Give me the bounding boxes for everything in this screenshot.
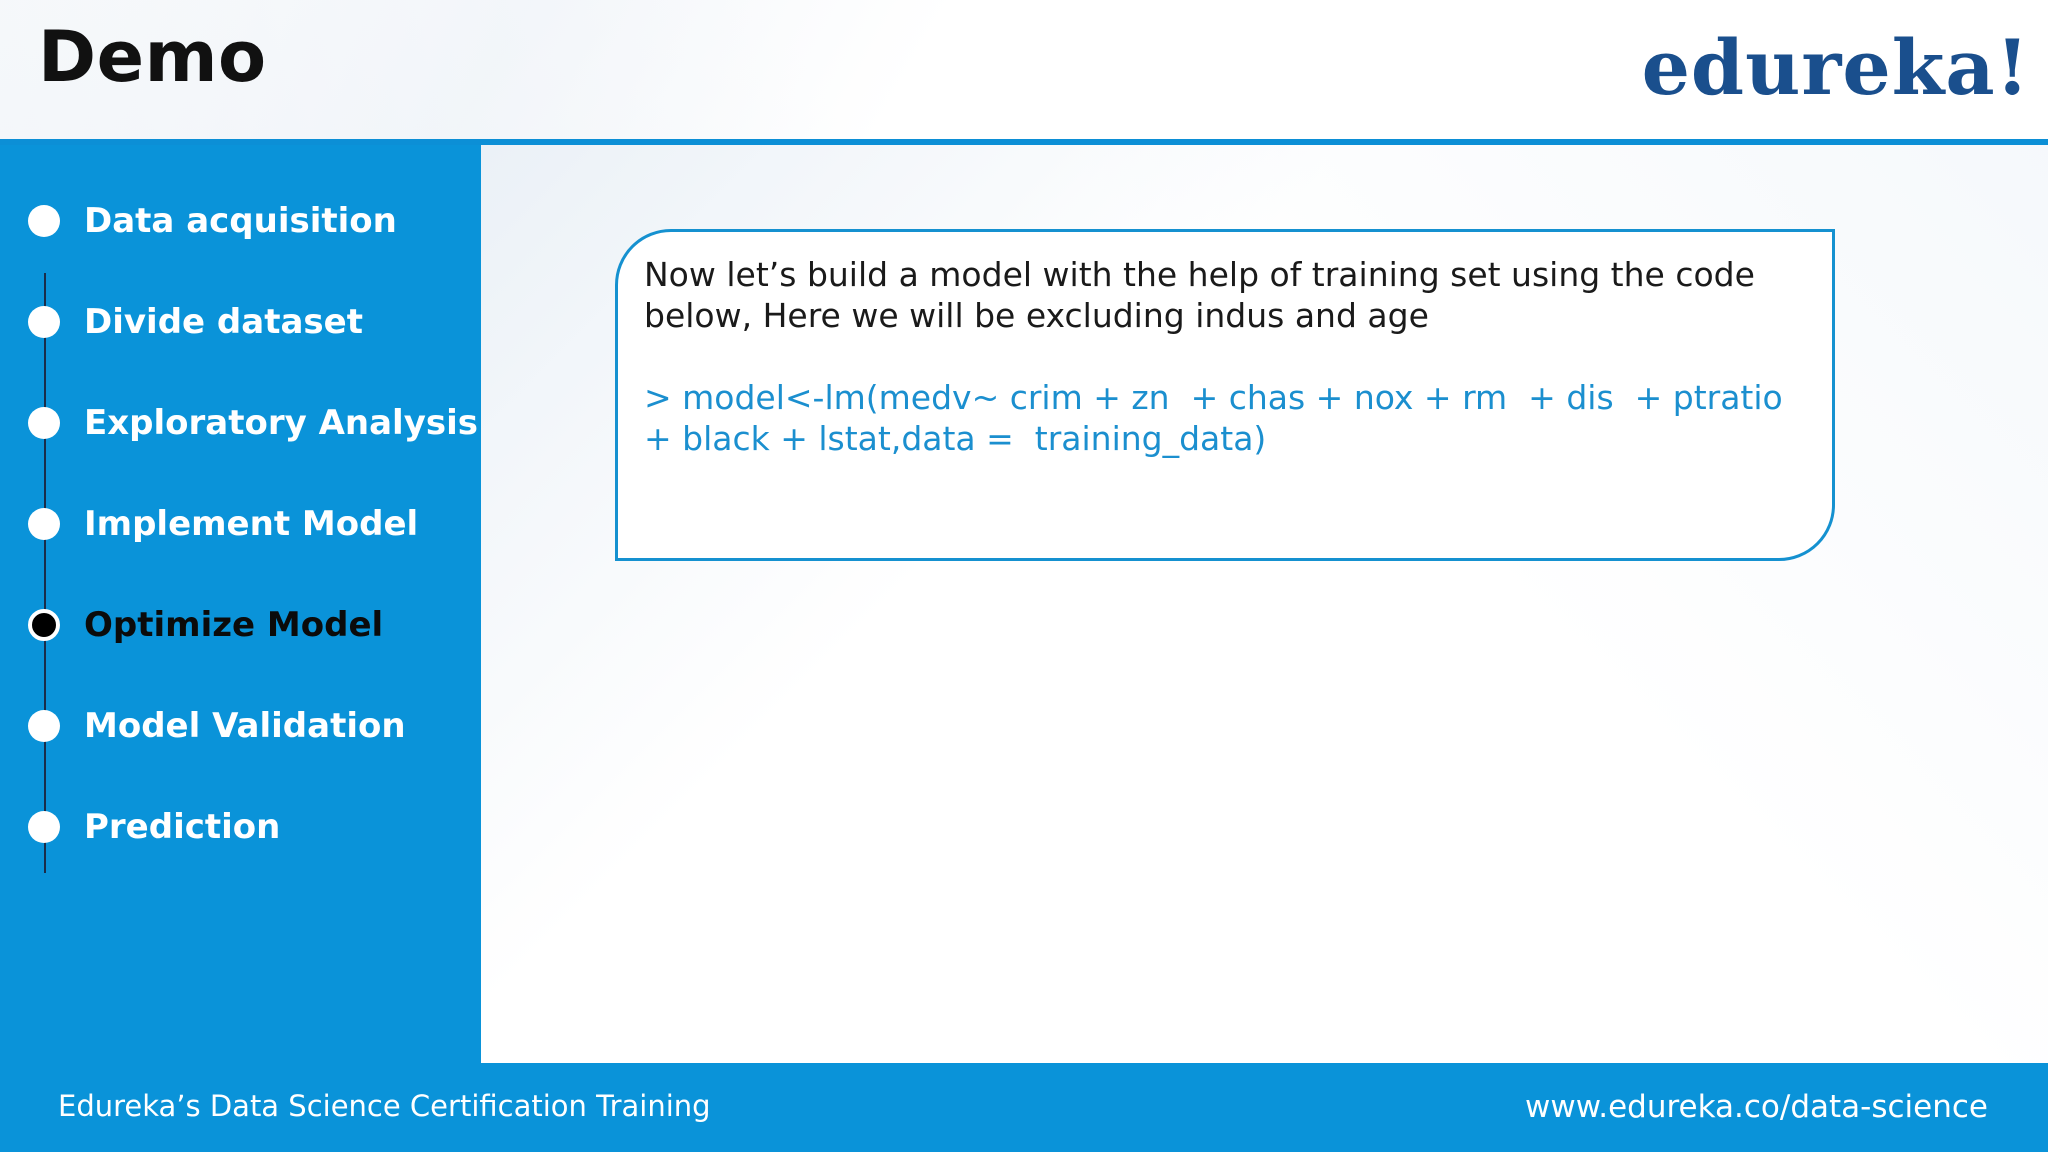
step-dot-icon — [28, 508, 60, 540]
instruction-callout — [615, 229, 1835, 561]
course-url: www.edureka.co/data-science — [1525, 1089, 1988, 1125]
step-label: Model Validation — [84, 706, 406, 746]
course-title: Edureka’s Data Science Certification Training — [58, 1089, 711, 1123]
step-prediction — [0, 797, 481, 857]
step-label: Data acquisition — [84, 201, 397, 241]
callout-description: Now let’s build a model with the help of training set using the code below, Here we will be excluding indus and age — [644, 255, 1755, 335]
step-optimize-model — [0, 595, 481, 655]
edureka-logo: edureka! — [1641, 23, 2030, 112]
step-dot-active-icon — [28, 609, 60, 641]
timeline-line — [44, 273, 46, 873]
step-dot-icon — [28, 306, 60, 338]
slide-footer — [0, 1063, 2048, 1152]
step-label: Implement Model — [84, 504, 419, 544]
step-implement-model — [0, 494, 481, 554]
step-label: Divide dataset — [84, 302, 363, 342]
step-dot-icon — [28, 407, 60, 439]
step-exploratory-analysis — [0, 393, 481, 453]
step-model-validation — [0, 696, 481, 756]
sidebar-progress — [0, 145, 481, 1063]
r-code-snippet: > model<-lm(medv~ crim + zn + chas + nox + rm + dis + ptratio + black + lstat,data = training_data) — [644, 378, 1794, 458]
step-divide-dataset — [0, 292, 481, 352]
page-title: Demo — [38, 16, 267, 98]
step-data-acquisition — [0, 191, 481, 251]
step-dot-icon — [28, 205, 60, 237]
slide-header — [0, 0, 2048, 140]
step-dot-icon — [28, 811, 60, 843]
slide-content — [481, 145, 2048, 1063]
step-dot-icon — [28, 710, 60, 742]
step-label: Prediction — [84, 807, 281, 847]
step-label: Optimize Model — [84, 605, 384, 645]
step-label: Exploratory Analysis — [84, 403, 479, 443]
